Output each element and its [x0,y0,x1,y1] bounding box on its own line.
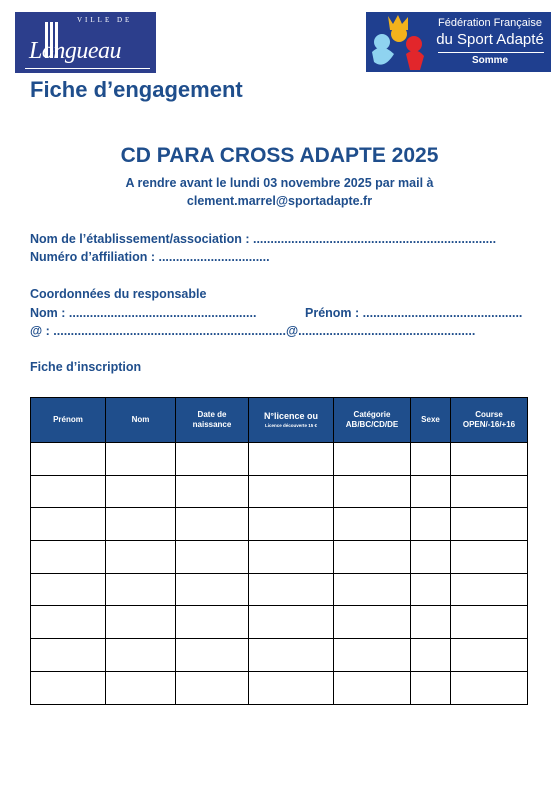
page-title: Fiche d’engagement [30,77,243,102]
table-row [31,671,528,704]
col-header-nom: Nom [106,398,176,443]
registration-table [30,397,528,705]
cell-nom[interactable] [106,639,176,672]
ffsa-line3: Somme [471,55,509,66]
logo-ville-text: VILLE DE [77,16,133,24]
cell-sexe[interactable] [411,443,451,476]
ffsa-figures-icon [366,12,432,72]
cell-date-naissance[interactable] [176,508,249,541]
col-header-licence: N°licence ou Licence découverte 15 € [249,398,334,443]
cell-course[interactable] [451,541,528,574]
cell-prenom[interactable] [31,443,106,476]
ffsa-line2: du Sport Adapté [436,31,544,48]
table-row [31,639,528,672]
cell-sexe[interactable] [411,573,451,606]
col-header-course: Course OPEN/-16/+16 [451,398,528,443]
cell-date-naissance[interactable] [176,573,249,606]
table-row [31,573,528,606]
inscription-heading: Fiche d’inscription [30,360,142,374]
cell-licence[interactable] [249,475,334,508]
event-title: CD PARA CROSS ADAPTE 2025 [120,144,439,167]
cell-course[interactable] [451,443,528,476]
cell-prenom[interactable] [31,508,106,541]
cell-course[interactable] [451,639,528,672]
cell-date-naissance[interactable] [176,541,249,574]
logo-longueau-word: Longueau [29,38,121,64]
ffsa-separator [438,52,544,53]
cell-categorie[interactable] [334,541,411,574]
cell-prenom[interactable] [31,475,106,508]
table-row [31,443,528,476]
cell-prenom[interactable] [31,541,106,574]
cell-date-naissance[interactable] [176,443,249,476]
cell-prenom[interactable] [31,573,106,606]
cell-prenom[interactable] [31,639,106,672]
cell-course[interactable] [451,671,528,704]
table-header-row [31,398,528,443]
ffsa-logo [366,12,551,72]
cell-prenom[interactable] [31,606,106,639]
cell-categorie[interactable] [334,639,411,672]
cell-nom[interactable] [106,671,176,704]
cell-licence[interactable] [249,573,334,606]
contact-email: clement.marrel@sportadapte.fr [186,194,373,208]
cell-nom[interactable] [106,443,176,476]
col-header-prenom: Prénom [31,398,106,443]
cell-licence[interactable] [249,671,334,704]
cell-date-naissance[interactable] [176,639,249,672]
etablissement-field[interactable]: Nom de l’établissement/association : ...................................................................... [30,232,497,246]
cell-categorie[interactable] [334,606,411,639]
ffsa-line1: Fédération Française [438,17,542,29]
cell-prenom[interactable] [31,671,106,704]
cell-course[interactable] [451,508,528,541]
cell-licence[interactable] [249,606,334,639]
table-row [31,475,528,508]
cell-categorie[interactable] [334,573,411,606]
longueau-logo [15,12,156,73]
cell-licence[interactable] [249,443,334,476]
cell-course[interactable] [451,475,528,508]
cell-course[interactable] [451,606,528,639]
col-header-categorie: Catégorie AB/BC/CD/DE [334,398,411,443]
cell-licence[interactable] [249,639,334,672]
cell-nom[interactable] [106,475,176,508]
affiliation-field[interactable]: Numéro d’affiliation : ................................ [30,250,270,264]
cell-sexe[interactable] [411,606,451,639]
col-header-sexe: Sexe [411,398,451,443]
prenom-field[interactable]: Prénom : .............................................. [305,306,523,320]
cell-nom[interactable] [106,606,176,639]
cell-licence[interactable] [249,541,334,574]
cell-nom[interactable] [106,541,176,574]
responsable-heading: Coordonnées du responsable [30,287,207,301]
col-header-date-naissance: Date de naissance [176,398,249,443]
cell-categorie[interactable] [334,671,411,704]
cell-categorie[interactable] [334,475,411,508]
cell-categorie[interactable] [334,508,411,541]
cell-nom[interactable] [106,508,176,541]
table-row [31,541,528,574]
logo-underline [25,68,150,69]
cell-sexe[interactable] [411,541,451,574]
cell-sexe[interactable] [411,639,451,672]
cell-categorie[interactable] [334,443,411,476]
cell-date-naissance[interactable] [176,606,249,639]
cell-sexe[interactable] [411,508,451,541]
cell-sexe[interactable] [411,671,451,704]
table-row [31,606,528,639]
table-body [31,443,528,705]
cell-date-naissance[interactable] [176,671,249,704]
email-field[interactable]: @ : ...................................................................@................................................... [30,324,476,338]
cell-nom[interactable] [106,573,176,606]
cell-course[interactable] [451,573,528,606]
deadline-text: A rendre avant le lundi 03 novembre 2025 par mail à [125,176,434,190]
cell-sexe[interactable] [411,475,451,508]
table-row [31,508,528,541]
nom-field[interactable]: Nom : ...................................................... [30,306,257,320]
cell-licence[interactable] [249,508,334,541]
cell-date-naissance[interactable] [176,475,249,508]
